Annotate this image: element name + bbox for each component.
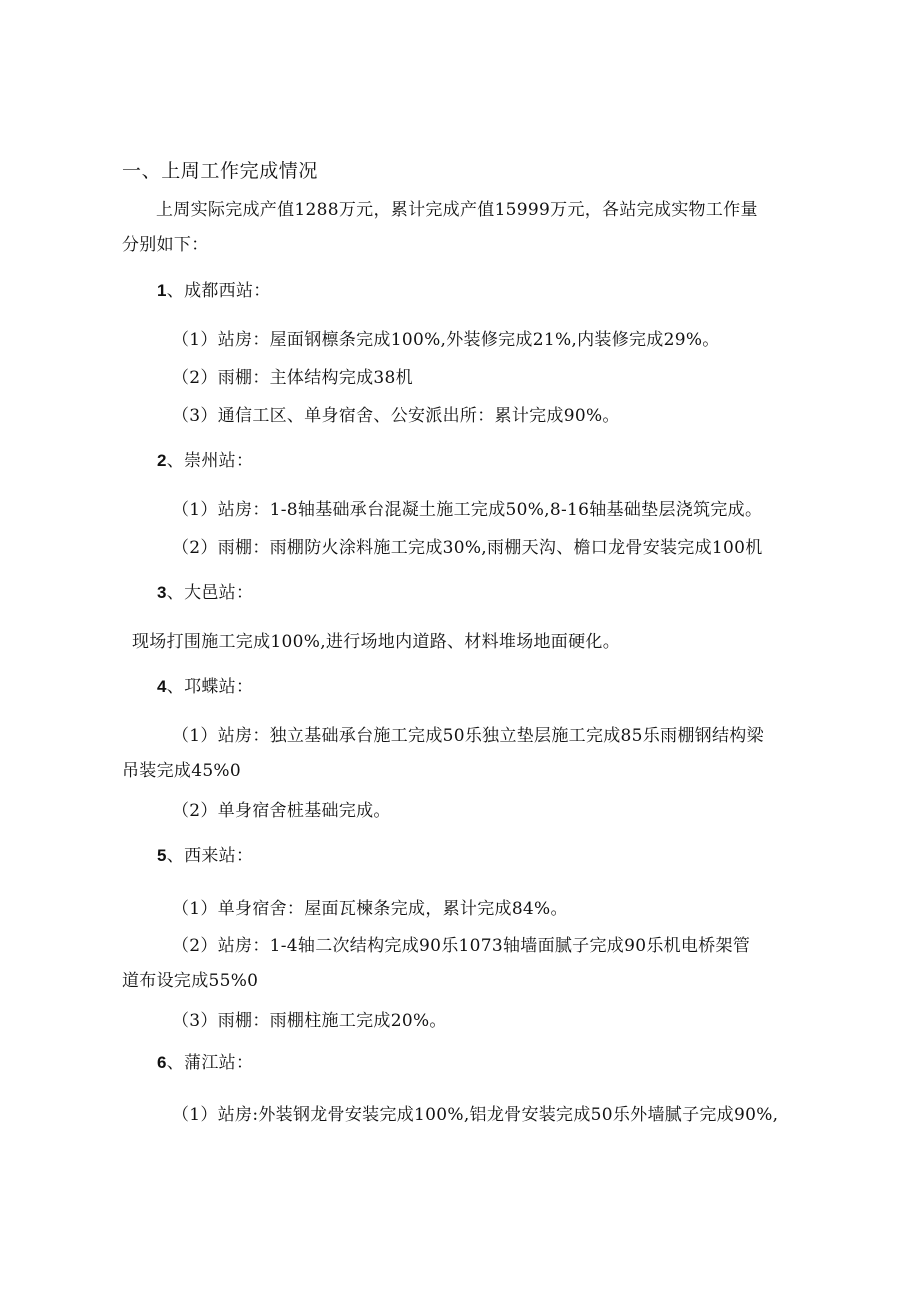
list-item: 吊装完成45%0 bbox=[122, 761, 242, 781]
intro-paragraph-line-1: 上周实际完成产值1288万元，累计完成产值15999万元，各站完成实物工作量 bbox=[156, 200, 758, 220]
station-name: 、蒲江站： bbox=[166, 1053, 254, 1073]
station-heading-qionglai bbox=[157, 675, 253, 699]
list-item: （1）站房：屋面钢檩条完成100%,外装修完成21%,内装修完成29%。 bbox=[172, 330, 720, 350]
station-name: 、崇州站： bbox=[166, 451, 254, 471]
list-item: （2）单身宿舍桩基础完成。 bbox=[172, 801, 391, 821]
station-heading-pujiang bbox=[157, 1051, 253, 1075]
station-number: 1 bbox=[157, 281, 167, 300]
station-heading-chongzhou bbox=[157, 449, 253, 473]
list-item: （2）站房：1-4轴二次结构完成90乐1073轴墙面腻子完成90乐机电桥架管 bbox=[172, 936, 751, 956]
station-name: 、成都西站： bbox=[166, 281, 271, 301]
section-heading: 一、上周工作完成情况 bbox=[122, 160, 319, 182]
list-item: （2）雨棚：雨棚防火涂料施工完成30%,雨棚天沟、檐口龙骨安装完成100机 bbox=[172, 538, 763, 558]
list-item: （3）雨棚：雨棚柱施工完成20%。 bbox=[172, 1011, 447, 1031]
station-name: 、西来站： bbox=[166, 846, 254, 866]
station-name: 、大邑站： bbox=[166, 583, 254, 603]
list-item: （2）雨棚：主体结构完成38机 bbox=[172, 368, 413, 388]
list-item: 现场打围施工完成100%,进行场地内道路、材料堆场地面硬化。 bbox=[132, 632, 621, 652]
list-item: （1）站房：独立基础承台施工完成50乐独立垫层施工完成85乐雨棚钢结构梁 bbox=[172, 726, 764, 746]
station-heading-xilai bbox=[157, 844, 253, 868]
list-item: 道布设完成55%0 bbox=[122, 971, 259, 991]
station-heading-dayi bbox=[157, 581, 253, 605]
station-number: 5 bbox=[157, 846, 167, 865]
list-item: （1）站房:外装钢龙骨安装完成100%,铝龙骨安装完成50乐外墙腻子完成90%, bbox=[172, 1105, 779, 1125]
station-number: 4 bbox=[157, 677, 167, 696]
list-item: （1）单身宿舍：屋面瓦楝条完成，累计完成84%。 bbox=[172, 899, 568, 919]
station-heading-chengduxi bbox=[157, 279, 271, 303]
station-number: 3 bbox=[157, 583, 167, 602]
intro-paragraph-line-2: 分别如下： bbox=[122, 235, 209, 255]
list-item: （1）站房：1-8轴基础承台混凝土施工完成50%,8-16轴基础垫层浇筑完成。 bbox=[172, 500, 763, 520]
station-number: 2 bbox=[157, 451, 167, 470]
station-name: 、邛蝶站： bbox=[166, 677, 254, 697]
list-item: （3）通信工区、单身宿舍、公安派出所：累计完成90%。 bbox=[172, 406, 620, 426]
station-number: 6 bbox=[157, 1053, 167, 1072]
